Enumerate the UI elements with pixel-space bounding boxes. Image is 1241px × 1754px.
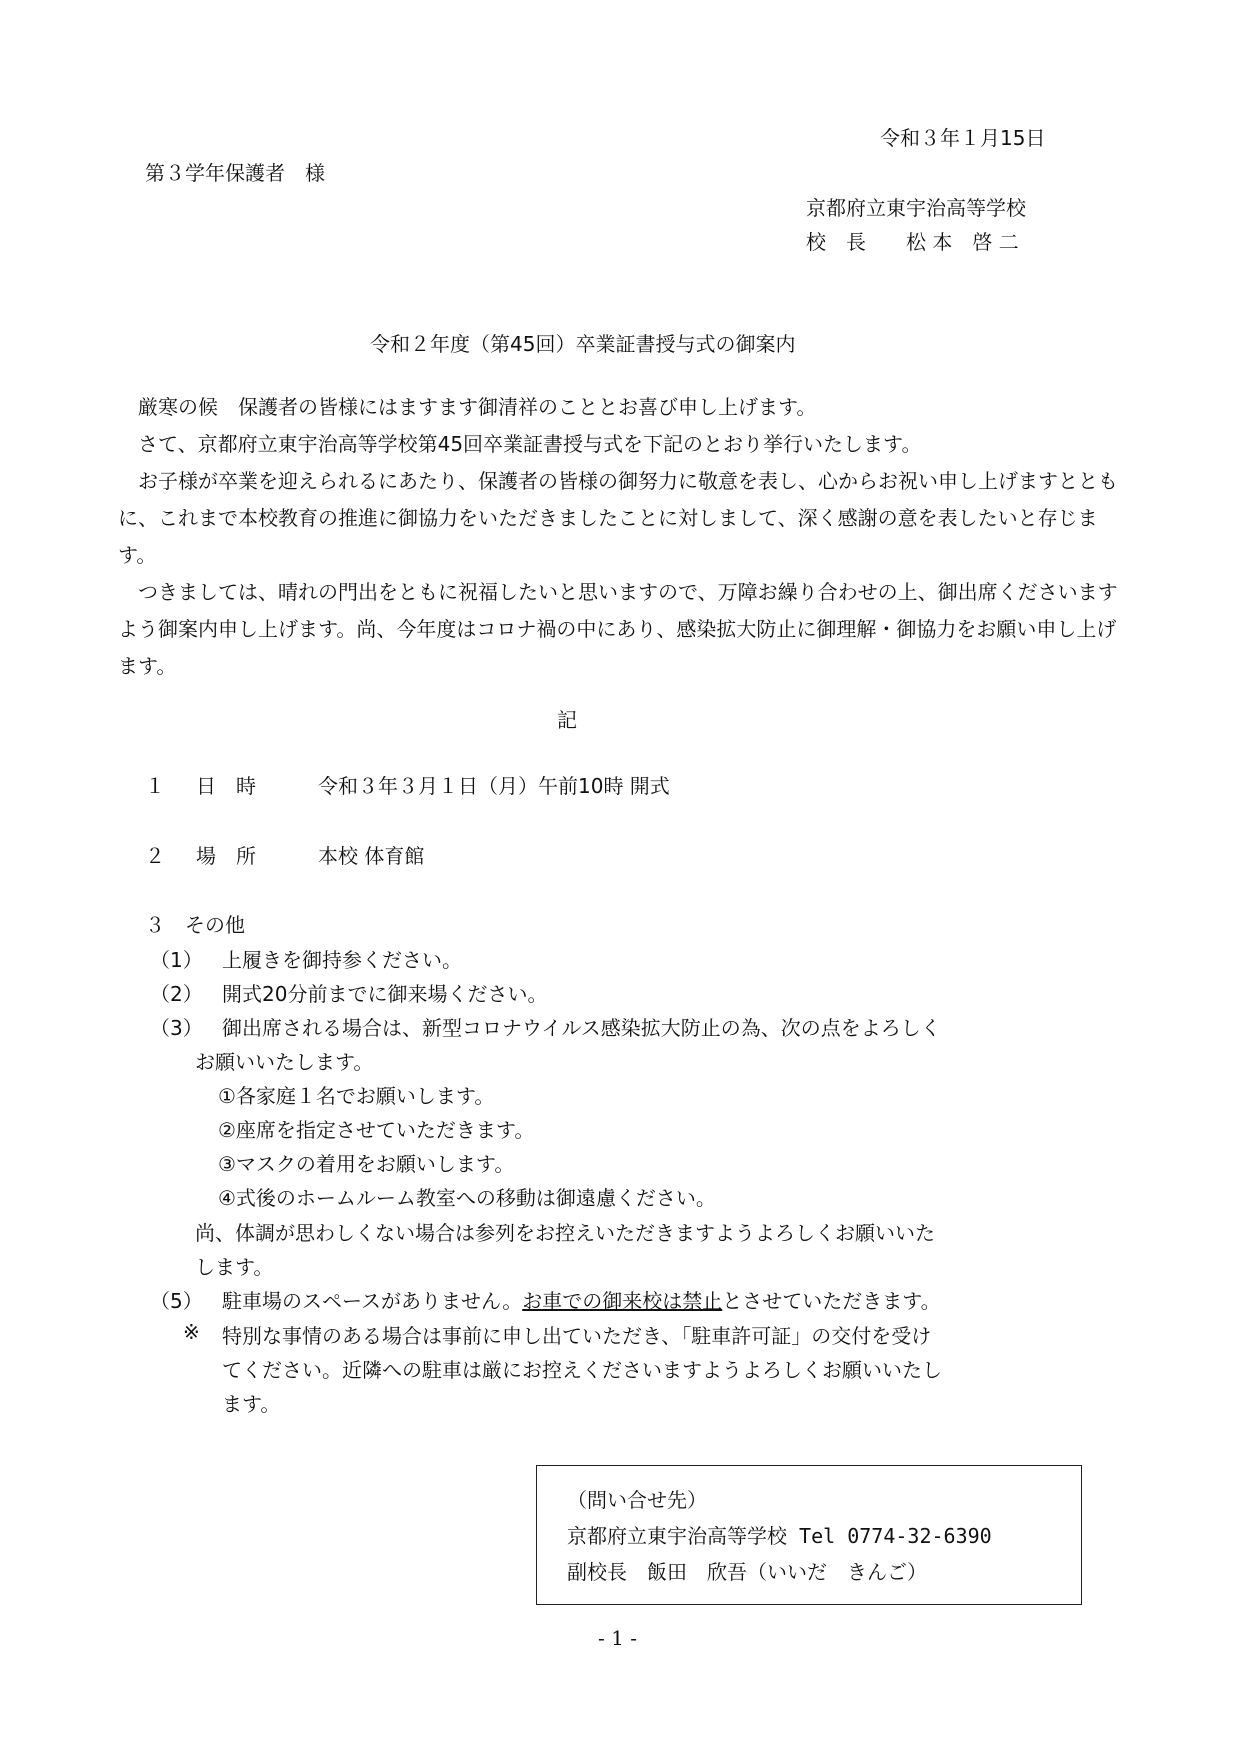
other-1-number: （1） <box>150 948 203 972</box>
parking-text-end: とさせていただきます。 <box>722 1289 941 1313</box>
item-2-label: 場 所 <box>196 844 256 868</box>
parking-permit-note-3: ます。 <box>222 1392 281 1416</box>
health-note-cont: します。 <box>195 1255 274 1279</box>
document-date: 令和３年１月15日 <box>880 126 1046 150</box>
item-2-number: ２ <box>145 844 165 868</box>
health-note: 尚、体調が思わしくない場合は参列をお控えいただきますようよろしくお願いいた <box>195 1221 935 1245</box>
other-1-text: 上履きを御持参ください。 <box>222 948 462 972</box>
item-1-value: 令和３年３月１日（月）午前10時 開式 <box>318 774 670 798</box>
body-text <box>118 389 1120 685</box>
other-2-text: 開式20分前までに御来場ください。 <box>222 982 548 1006</box>
page-number: - 1 - <box>598 1626 637 1650</box>
school-name: 京都府立東宇治高等学校 <box>806 196 1026 220</box>
contact-box <box>536 1465 1082 1605</box>
other-3-number: （3） <box>150 1016 203 1040</box>
parking-prohibited: お車での御来校は禁止 <box>522 1289 723 1313</box>
recipient: 第３学年保護者 様 <box>145 161 325 185</box>
other-5-number: （5） <box>150 1289 203 1313</box>
body-paragraph: さて、京都府立東宇治高等学校第45回卒業証書授与式を下記のとおり挙行いたします。 <box>118 432 922 456</box>
contact-school-phone: 京都府立東宇治高等学校 Tel 0774-32-6390 <box>567 1524 992 1548</box>
contact-vice-principal: 副校長 飯田 欣吾（いいだ きんご） <box>567 1560 927 1584</box>
document-title: 令和２年度（第45回）卒業証書授与式の御案内 <box>370 332 796 356</box>
ki-heading: 記 <box>557 708 577 732</box>
item-1-number: １ <box>145 774 165 798</box>
reference-mark: ※ <box>183 1320 200 1344</box>
contact-heading: （問い合せ先） <box>567 1488 707 1512</box>
item-2-value: 本校 体育館 <box>318 844 425 868</box>
parking-text: 駐車場のスペースがありません。 <box>222 1289 523 1313</box>
other-3-text-cont: お願いいたします。 <box>195 1050 374 1074</box>
parking-permit-note-2: てください。近隣への駐車は厳にお控えくださいますようよろしくお願いいたし <box>222 1358 942 1382</box>
parking-permit-note: 特別な事情のある場合は事前に申し出ていただき、「駐車許可証」の交付を受け <box>222 1324 932 1348</box>
other-2-number: （2） <box>150 982 203 1006</box>
condition-1: ①各家庭１名でお願いします。 <box>218 1084 495 1108</box>
principal-name: 校 長 松 本 啓 二 <box>806 230 1019 254</box>
other-3-text: 御出席される場合は、新型コロナウイルス感染拡大防止の為、次の点をよろしく <box>222 1016 941 1040</box>
condition-3: ③マスクの着用をお願いします。 <box>218 1152 515 1176</box>
body-paragraph: お子様が卒業を迎えられるにあたり、保護者の皆様の御努力に敬意を表し、心からお祝い申し上げますとともに、これまで本校教育の推進に御協力をいただきましたことに対しまして、深く感謝の意を表したいと存じます。 <box>118 469 1118 567</box>
condition-2: ②座席を指定させていただきます。 <box>218 1118 535 1142</box>
condition-4: ④式後のホームルーム教室への移動は御遠慮ください。 <box>218 1186 716 1210</box>
other-5-text <box>222 1285 941 1314</box>
item-3-heading: ３ その他 <box>145 913 245 937</box>
item-1-label: 日 時 <box>196 774 256 798</box>
body-paragraph: 厳寒の候 保護者の皆様にはますます御清祥のこととお喜び申し上げます。 <box>118 395 817 419</box>
body-paragraph: つきましては、晴れの門出をともに祝福したいと思いますので、万障お繰り合わせの上、御出席くださいますよう御案内申し上げます。尚、今年度はコロナ禍の中にあり、感染拡大防止に御理解・御協力をお願い申し上げます。 <box>118 580 1118 678</box>
